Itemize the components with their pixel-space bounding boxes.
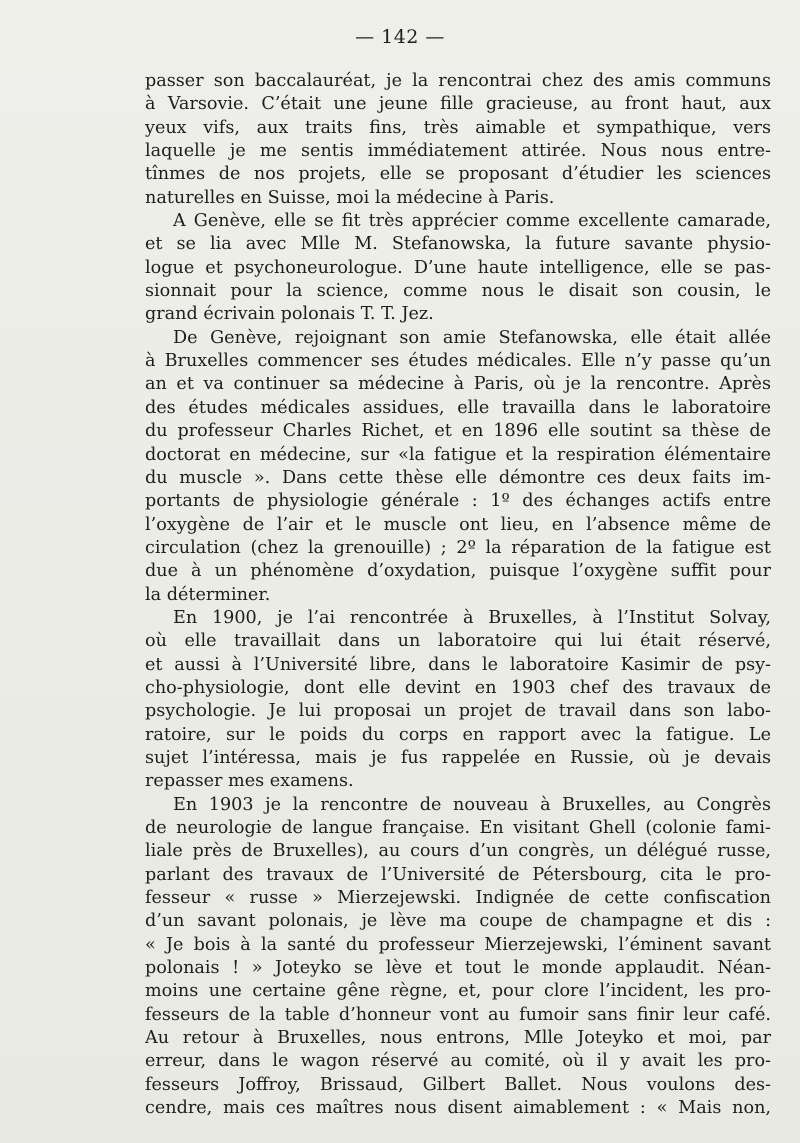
text-line: d’un savant polonais, je lève ma coupe de champagne et dis : xyxy=(145,911,771,932)
text-line: yeux vifs, aux traits fins, très aimable et sympathique, vers xyxy=(145,117,771,138)
text-line: tînmes de nos projets, elle se proposant d’étudier les sciences xyxy=(145,164,771,185)
text-line: grand écrivain polonais T. T. Jez. xyxy=(145,304,434,325)
page-number: — 142 — xyxy=(355,26,445,48)
text-line: doctorat en médecine, sur «la fatigue et la respiration élémentaire xyxy=(145,444,771,465)
text-line: du muscle ». Dans cette thèse elle démontre ces deux faits im- xyxy=(145,467,771,488)
text-line: En 1900, je l’ai rencontrée à Bruxelles, à l’Institut Solvay, xyxy=(173,607,771,628)
text-line: passer son baccalauréat, je la rencontrai chez des amis communs xyxy=(145,71,771,91)
text-line: cho-physiologie, dont elle devint en 1903 chef des travaux de xyxy=(145,677,771,698)
text-line: où elle travaillait dans un laboratoire qui lui était réservé, xyxy=(145,631,771,652)
text-line: la déterminer. xyxy=(145,584,271,605)
text-line: De Genève, rejoignant son amie Stefanowska, elle était allée xyxy=(173,327,771,348)
text-line: de neurologie de langue française. En visitant Ghell (colonie fami- xyxy=(145,818,771,838)
text-line: an et va continuer sa médecine à Paris, où je la rencontre. Après xyxy=(145,374,771,395)
body-text xyxy=(145,70,771,1120)
text-line: fesseur « russe » Mierzejewski. Indignée de cette confiscation xyxy=(145,888,771,909)
text-line: liale près de Bruxelles), au cours d’un congrès, un délégué russe, xyxy=(145,841,771,862)
text-line: polonais ! » Joteyko se lève et tout le monde applaudit. Néan- xyxy=(145,958,771,979)
text-line: sionnait pour la science, comme nous le disait son cousin, le xyxy=(145,281,771,302)
text-line: due à un phénomène d’oxydation, puisque l’oxygène suffit pour xyxy=(145,561,771,582)
text-line: parlant des travaux de l’Université de Pétersbourg, cita le pro- xyxy=(145,864,771,885)
text-line: repasser mes examens. xyxy=(145,771,354,792)
text-line: « Je bois à la santé du professeur Mierzejewski, l’éminent savant xyxy=(145,934,771,955)
text-line: du professeur Charles Richet, et en 1896 elle soutint sa thèse de xyxy=(145,421,771,442)
text-line: psychologie. Je lui proposai un projet de travail dans son labo- xyxy=(145,701,771,722)
text-line: circulation (chez la grenouille) ; 2º la réparation de la fatigue est xyxy=(145,537,771,558)
text-line: fesseurs Joffroy, Brissaud, Gilbert Ballet. Nous voulons des- xyxy=(145,1074,771,1095)
text-line: logue et psychoneurologue. D’une haute intelligence, elle se pas- xyxy=(145,257,771,278)
text-line: et aussi à l’Université libre, dans le laboratoire Kasimir de psy- xyxy=(145,654,771,675)
text-line: ratoire, sur le poids du corps en rapport avec la fatigue. Le xyxy=(145,724,771,745)
text-line: et se lia avec Mlle M. Stefanowska, la future savante physio- xyxy=(145,234,771,255)
text-line: moins une certaine gêne règne, et, pour clore l’incident, les pro- xyxy=(145,981,771,1002)
text-line: à Bruxelles commencer ses études médicales. Elle n’y passe qu’un xyxy=(145,351,771,372)
text-line: à Varsovie. C’était une jeune fille gracieuse, au front haut, aux xyxy=(145,94,771,115)
text-line: sujet l’intéressa, mais je fus rappelée en Russie, où je devais xyxy=(145,747,771,768)
text-line: laquelle je me sentis immédiatement attirée. Nous nous entre- xyxy=(145,141,771,162)
text-line: des études médicales assidues, elle travailla dans le laboratoire xyxy=(145,397,771,418)
text-line: cendre, mais ces maîtres nous disent aimablement : « Mais non, xyxy=(145,1098,771,1119)
text-line: En 1903 je la rencontre de nouveau à Bruxelles, au Congrès xyxy=(173,794,771,815)
text-line: l’oxygène de l’air et le muscle ont lieu, en l’absence même de xyxy=(145,514,771,535)
text-line: fesseurs de la table d’honneur vont au fumoir sans finir leur café. xyxy=(145,1004,771,1025)
text-line: portants de physiologie générale : 1º des échanges actifs entre xyxy=(145,491,771,512)
text-line: A Genève, elle se fit très apprécier comme excellente camarade, xyxy=(173,211,771,232)
text-line: naturelles en Suisse, moi la médecine à Paris. xyxy=(145,187,555,208)
text-line: erreur, dans le wagon réservé au comité, où il y avait les pro- xyxy=(145,1051,771,1072)
text-line: Au retour à Bruxelles, nous entrons, Mlle Joteyko et moi, par xyxy=(145,1028,771,1049)
